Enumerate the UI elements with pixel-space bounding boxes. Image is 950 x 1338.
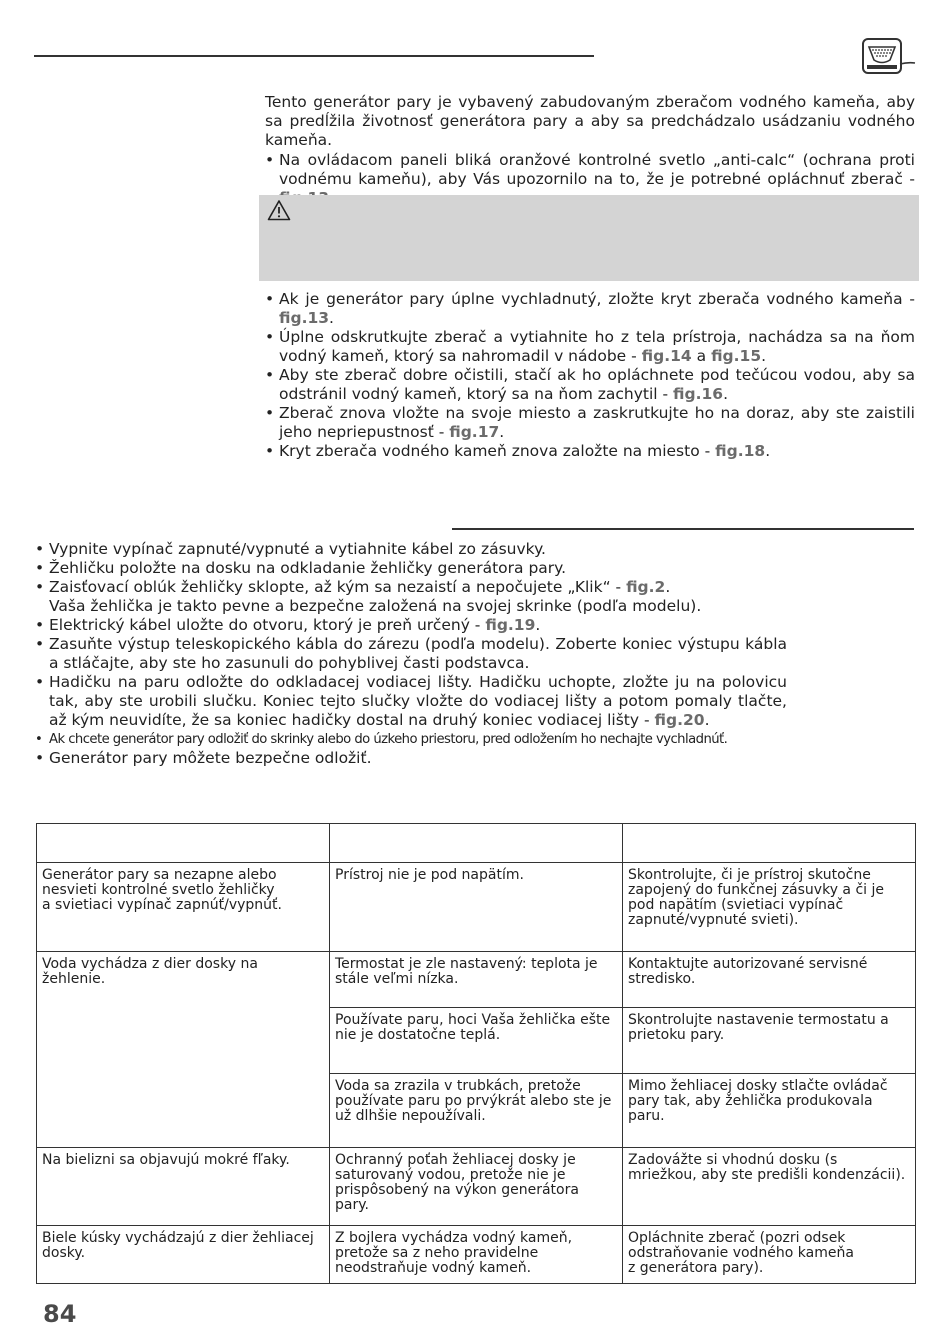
problem-cell: Biele kúsky vychádzajú z dier žehliacej dosky. bbox=[37, 1226, 330, 1284]
problem-cell: Voda vychádza z dier dosky na žehlenie. bbox=[37, 952, 330, 1148]
list-item: • Aby ste zberač dobre očistili, stačí ak ho opláchnete pod tečúcou vodou, aby sa odstránil vodný kameň, ktorý sa na ňom zachytil - fig.16. bbox=[265, 366, 915, 404]
list-item: • Generátor pary môžete bezpečne odložiť. bbox=[35, 749, 787, 768]
solution-cell: Kontaktujte autorizované servisné stredisko. bbox=[623, 952, 916, 1008]
descaling-steps bbox=[265, 290, 915, 461]
header-cell bbox=[623, 824, 916, 863]
header-rule bbox=[34, 55, 594, 57]
cause-cell: Ochranný poťah žehliacej dosky je saturovaný vodou, pretože nie je prispôsobený na výkon generátora pary. bbox=[330, 1148, 623, 1226]
table-header-row bbox=[37, 824, 916, 863]
list-item: • Kryt zberača vodného kameň znova založte na miesto - fig.18. bbox=[265, 442, 915, 461]
list-item: • Hadičku na paru odložte do odkladacej vodiacej lišty. Hadičku uchopte, zložte ju na polovicu tak, aby ste urobili slučku. Koniec tejto slučky vložte do vodiacej lišty a potom pomaly tlačte, až kým neuvidíte, že sa koniec hadičky dostal na druhý koniec vodiacej lišty - fig.20. bbox=[35, 673, 787, 730]
problem-cell: Na bielizni sa objavujú mokré fľaky. bbox=[37, 1148, 330, 1226]
cause-cell: Prístroj nie je pod napätím. bbox=[330, 863, 623, 952]
list-item: • Ak chcete generátor pary odložiť do skrinky alebo do úzkeho priestoru, pred odložením ho nechajte vychladnúť. bbox=[35, 730, 787, 749]
warning-triangle-icon bbox=[267, 199, 291, 221]
figure-reference: fig.15 bbox=[711, 347, 762, 365]
page-number: 84 bbox=[43, 1300, 77, 1328]
list-item: • Zaisťovací oblúk žehličky sklopte, až kým sa nezaistí a nepočujete „Klik“ - fig.2. bbox=[35, 578, 787, 597]
figure-reference: fig.2 bbox=[626, 578, 666, 596]
list-item: • Vypnite vypínač zapnuté/vypnuté a vytiahnite kábel zo zásuvky. bbox=[35, 540, 787, 559]
warning-box bbox=[259, 195, 919, 281]
table-row bbox=[37, 1226, 916, 1284]
list-item: • Elektrický kábel uložte do otvoru, ktorý je preň určený - fig.19. bbox=[35, 616, 787, 635]
cause-cell: Voda sa zrazila v trubkách, pretože používate paru po prvýkrát alebo ste je už dlhšie nepoužívali. bbox=[330, 1074, 623, 1148]
header-cell bbox=[330, 824, 623, 863]
list-item: Vaša žehlička je takto pevne a bezpečne založená na svojej skrinke (podľa modelu). bbox=[49, 597, 702, 615]
section-rule bbox=[452, 528, 914, 530]
figure-reference: fig.17 bbox=[449, 423, 500, 441]
storage-steps bbox=[35, 540, 787, 768]
problem-cell: Generátor pary sa nezapne alebo nesvieti kontrolné svetlo žehličky a svietiaci vypínač zapnúť/vypnúť. bbox=[37, 863, 330, 952]
solution-cell: Zadovážte si vhodnú dosku (s mriežkou, aby ste predišli kondenzácii). bbox=[623, 1148, 916, 1226]
header-cell bbox=[37, 824, 330, 863]
cause-cell: Používate paru, hoci Vaša žehlička ešte nie je dostatočne teplá. bbox=[330, 1008, 623, 1074]
table-row bbox=[37, 1148, 916, 1226]
figure-reference: fig.20 bbox=[654, 711, 705, 729]
solution-cell: Skontrolujte, či je prístroj skutočne zapojený do funkčnej zásuvky a či je pod napätím (svietiaci vypínač zapnuté/vypnuté svieti). bbox=[623, 863, 916, 952]
list-item: • Úplne odskrutkujte zberač a vytiahnite ho z tela prístroja, nachádza sa na ňom vodný kameň, ktorý sa nahromadil v nádobe - fig.14 a fig.15. bbox=[265, 328, 915, 366]
solution-cell: Skontrolujte nastavenie termostatu a prietoku pary. bbox=[623, 1008, 916, 1074]
solution-cell: Mimo žehliacej dosky stlačte ovládač pary tak, aby žehlička produkovala paru. bbox=[623, 1074, 916, 1148]
cause-cell: Termostat je zle nastavený: teplota je stále veľmi nízka. bbox=[330, 952, 623, 1008]
steam-iron-icon bbox=[862, 38, 916, 76]
table-row bbox=[37, 952, 916, 1008]
list-item: • Žehličku položte na dosku na odkladanie žehličky generátora pary. bbox=[35, 559, 787, 578]
figure-reference: fig.16 bbox=[673, 385, 724, 403]
figure-reference: fig.18 bbox=[715, 442, 766, 460]
cause-cell: Z bojlera vychádza vodný kameň, pretože sa z neho pravidelne neodstraňuje vodný kameň. bbox=[330, 1226, 623, 1284]
list-item: • Zasuňte výstup teleskopického kábla do zárezu (podľa modelu). Zoberte koniec výstupu kábla a stláčajte, aby ste ho zasunuli do pohyblivej časti podstavca. bbox=[35, 635, 787, 673]
troubleshooting-table bbox=[36, 823, 916, 1284]
figure-reference: fig.19 bbox=[485, 616, 536, 634]
list-item: • Ak je generátor pary úplne vychladnutý, zložte kryt zberača vodného kameňa - fig.13. bbox=[265, 290, 915, 328]
list-item: • Zberač znova vložte na svoje miesto a zaskrutkujte ho na doraz, aby ste zaistili jeho nepriepustnosť - fig.17. bbox=[265, 404, 915, 442]
figure-reference: fig.14 bbox=[641, 347, 692, 365]
solution-cell: Opláchnite zberač (pozri odsek odstraňovanie vodného kameňa z generátora pary). bbox=[623, 1226, 916, 1284]
list-item: • Na ovládacom paneli bliká oranžové kontrolné svetlo „anti-calc“ (ochrana proti vodnému kameňu), aby Vás upozornilo na to, že je potrebné opláchnuť zberač - bbox=[265, 151, 915, 208]
descaling-intro: Tento generátor pary je vybavený zabudovaným zberačom vodného kameňa, aby sa predĺžila životnosť generátora pary a aby sa predchádzalo usádzaniu vodného kameňa. bbox=[265, 93, 915, 149]
table-row bbox=[37, 863, 916, 952]
figure-reference: fig.13 bbox=[279, 309, 330, 327]
